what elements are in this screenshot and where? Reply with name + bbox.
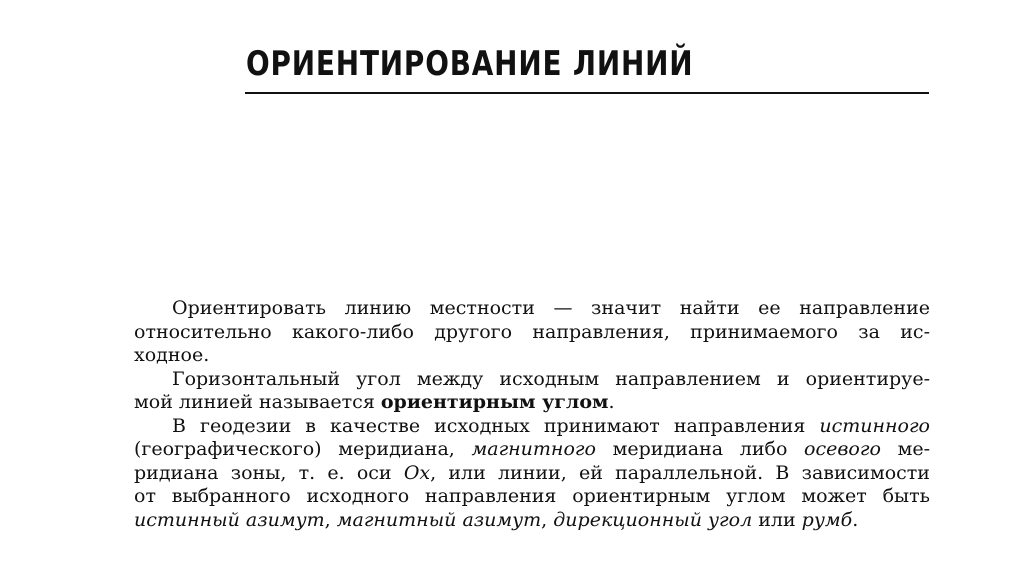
term-magnetic: магнитного [471, 438, 596, 460]
paragraph-2-line-1: Горизонтальный угол между исходным направлением и ориентируе- [172, 367, 930, 390]
paragraph-3-line-4: от выбранного исходного направления ориентирным углом может быть [134, 485, 930, 507]
body-text [134, 297, 930, 532]
paragraph-3-line-3: ридиана зоны, т. е. оси Ox, или линии, ей параллельной. В зависимости [134, 461, 930, 484]
paragraph-3-line-5: истинный азимут, магнитный азимут, дирекционный угол или румб. [134, 508, 859, 531]
paragraph-1-line-1: Ориентировать линию местности — значит найти ее направление [172, 297, 930, 319]
paragraph-3-line-2: (географического) меридиана, магнитного меридиана либо осевого ме- [134, 438, 930, 460]
term-true-azimuth: истинный азимут [134, 508, 325, 531]
page-title: ОРИЕНТИРОВАНИЕ ЛИНИЙ [246, 44, 694, 84]
title-underline-rule [245, 92, 929, 94]
term-magnetic-azimuth: магнитный азимут [336, 508, 542, 531]
paragraph-1-line-2: относительно какого-либо другого направления, принимаемого за ис- [134, 320, 930, 343]
term-axial: осевого [804, 438, 881, 460]
term-ox-axis: Ox [403, 461, 431, 484]
term-rhumb: румб [801, 508, 853, 531]
paragraph-2-line-2: мой линией называется ориентирным углом. [134, 391, 615, 413]
term-grid-bearing: дирекционный угол [553, 508, 753, 531]
term-true: истинного [819, 414, 930, 437]
term-orienting-angle: ориентирным углом [380, 391, 609, 413]
paragraph-1-line-3: ходное. [134, 344, 210, 366]
paragraph-3-line-1: В геодезии в качестве исходных принимают направления истинного [172, 414, 930, 437]
